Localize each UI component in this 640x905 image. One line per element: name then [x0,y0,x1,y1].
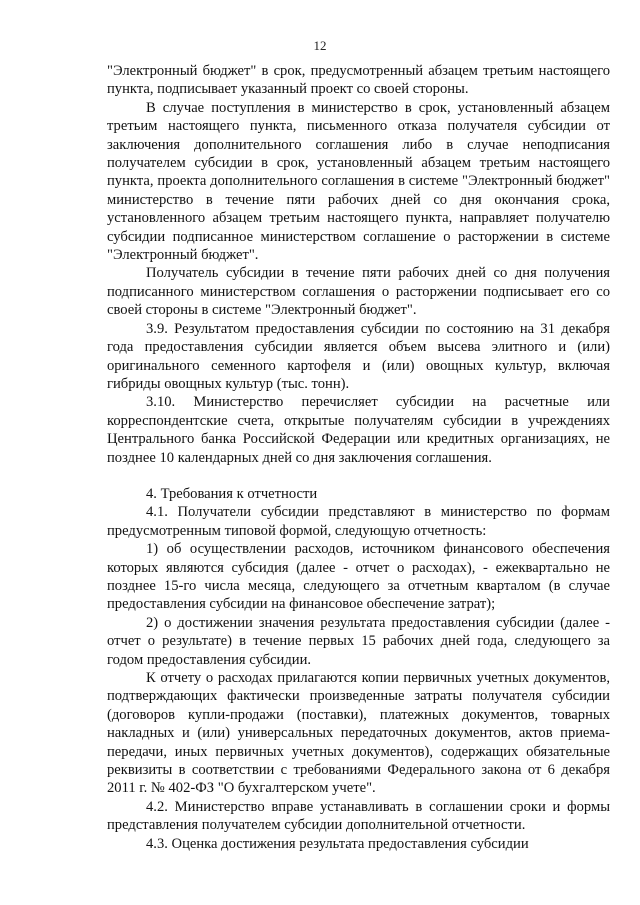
paragraph: К отчету о расходах прилагаются копии первичных учетных документов, подтверждающих фактически произведенные затраты получателя субсидии (договоров купли-продажи (поставки), платежных документов, товарных накладных и (или) универсальных передаточных документов, актов приема-передачи, иных первичных учетных документов), содержащих обязательные реквизиты в соответствии с требованиями Федерального закона от 6 декабря 2011 г. № 402-ФЗ "О бухгалтерском учете". [107,670,610,797]
paragraph: 3.10. Министерство перечисляет субсидии на расчетные или корреспондентские счета, открытые получателям субсидии в учреждениях Центрального банка Российской Федерации или кредитных организациях, не позднее 10 календарных дней со дня заключения соглашения. [107,394,610,466]
paragraph: 4.1. Получатели субсидии представляют в министерство по формам предусмотренным типовой формой, следующую отчетность: [107,504,610,539]
paragraph: 1) об осуществлении расходов, источником финансового обеспечения которых являются субсидия (далее - отчет о расходах), - ежеквартально не позднее 15-го числа месяца, следующего за отчетным кварталом (в случае предоставления субсидии на финансовое обеспечение затрат); [107,541,610,613]
paragraph: 2) о достижении значения результата предоставления субсидии (далее - отчет о результате) в течение первых 15 рабочих дней года, следующего за годом предоставления субсидии. [107,614,610,668]
page-number: 12 [313,38,327,53]
section-gap [107,467,610,485]
paragraph: 4.3. Оценка достижения результата предоставления субсидии [146,835,529,852]
paragraph: Получатель субсидии в течение пяти рабочих дней со дня получения подписанного министерством соглашения о расторжении подписывает его со своей стороны в системе "Электронный бюджет". [107,265,610,319]
paragraph: 3.9. Результатом предоставления субсидии по состоянию на 31 декабря года предоставления субсидии является объем высева элитного и (или) оригинального семенного картофеля и (или) овощных культур, включая гибриды овощных культур (тыс. тонн). [107,320,610,392]
paragraph: В случае поступления в министерство в срок, установленный абзацем третьим настоящего пункта, письменного отказа получателя субсидии от заключения дополнительного соглашения либо в случае неподписания получателем субсидии в срок, установленный абзацем третьим настоящего пункта, проекта дополнительного соглашения в системе "Электронный бюджет" министерство в течение пяти рабочих дней со дня окончания срока, установленного абзацем третьим настоящего пункта, направляет получателю субсидии подписанное министерством соглашение о расторжении в системе "Электронный бюджет". [107,99,610,264]
paragraph: 4.2. Министерство вправе устанавливать в соглашении сроки и формы представления получателем субсидии дополнительной отчетности. [107,798,610,834]
paragraph: "Электронный бюджет" в срок, предусмотренный абзацем третьим настоящего пункта, подписывает указанный проект со своей стороны. [107,63,610,98]
section-heading: 4. Требования к отчетности [146,485,318,502]
document-body [107,62,610,853]
